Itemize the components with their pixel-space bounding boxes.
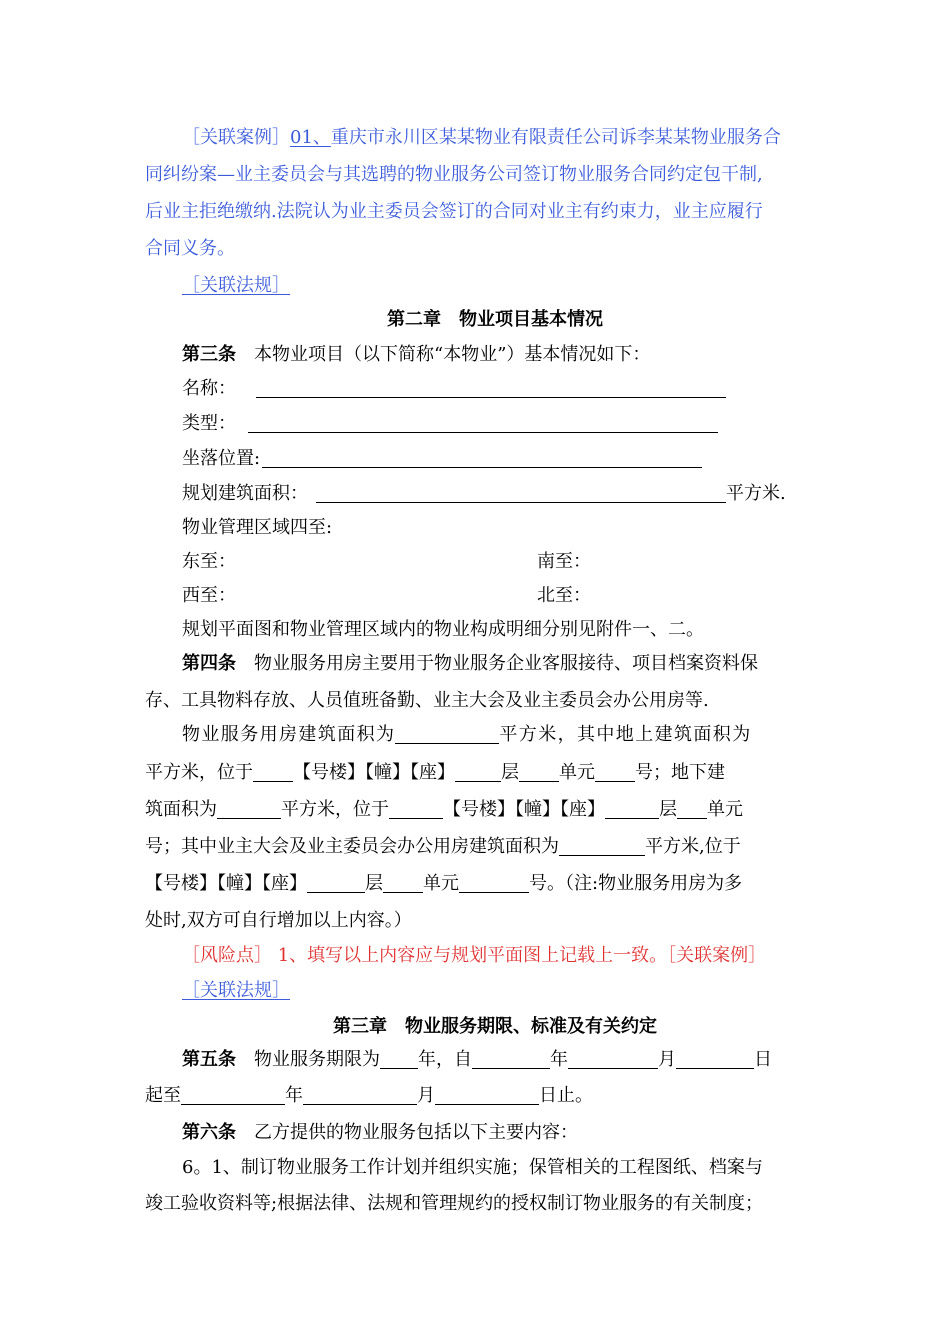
underground-floor-blank[interactable] [605, 800, 659, 819]
type-blank[interactable] [248, 414, 718, 433]
north-label: 北至： [537, 585, 591, 606]
underground-area-blank[interactable] [217, 800, 281, 819]
risk-related-law-link[interactable]: ［关联法规］ [182, 980, 290, 1001]
service-room-area-text: 物业服务用房建筑面积为 [182, 724, 396, 745]
start-year-blank[interactable] [472, 1050, 550, 1069]
article-5-line-2 [145, 1083, 593, 1109]
name-label: 名称： [182, 378, 236, 399]
end-year-blank[interactable] [181, 1086, 285, 1105]
case-line-3: 后业主拒绝缴纳.法院认为业主委员会签订的合同对业主有约束力，业主应履行 [145, 201, 763, 222]
floor-label: 层 [501, 762, 519, 783]
owners-office-unit-blank[interactable] [383, 874, 423, 893]
planned-area-label: 规划建筑面积： [182, 483, 308, 504]
start-month-blank[interactable] [568, 1050, 658, 1069]
article-4-label: 第四条 [182, 653, 236, 674]
owners-office-floor-blank[interactable] [307, 874, 365, 893]
start-day-blank[interactable] [676, 1050, 754, 1069]
planned-area-unit: 平方米. [726, 483, 786, 504]
item-6-1-line-1: 6。1、制订物业服务工作计划并组织实施；保管相关的工程图纸、档案与 [182, 1157, 763, 1178]
location-label: 坐落位置: [182, 448, 261, 469]
case-link-number[interactable]: 01、 [290, 127, 331, 148]
service-room-line-2 [145, 760, 725, 786]
article-5-line-1 [182, 1047, 772, 1073]
location-blank[interactable] [262, 449, 702, 468]
start-month-label: 月 [658, 1049, 676, 1070]
article-4-text: 物业服务用房主要用于物业服务企业客服接待、项目档案资料保 [254, 653, 758, 674]
underground-floor-label: 层 [659, 799, 677, 820]
article-3-intro [182, 342, 650, 368]
plan-attachment-text: 规划平面图和物业管理区域内的物业构成明细分别见附件一、二。 [182, 619, 704, 640]
owners-office-area-blank[interactable] [559, 837, 645, 856]
floor-blank[interactable] [455, 763, 501, 782]
service-room-line-6: 处时,双方可自行增加以上内容。） [145, 910, 412, 931]
unit-blank[interactable] [519, 763, 559, 782]
article-4-line-2: 存、工具物料存放、人员值班备勤、业主大会及业主委员会办公用房等. [145, 690, 709, 711]
underground-building-options: 【号楼】【幢】【座】 [443, 799, 605, 820]
room-no-blank[interactable] [595, 763, 635, 782]
end-month-blank[interactable] [303, 1086, 417, 1105]
end-month-label: 月 [417, 1085, 435, 1106]
end-day-label: 日止。 [539, 1085, 593, 1106]
underground-unit-blank[interactable] [677, 800, 707, 819]
article-6-text: 乙方提供的物业服务包括以下主要内容： [254, 1122, 578, 1143]
chapter-2-heading: 第二章 物业项目基本情况 [387, 309, 603, 330]
west-label: 西至： [182, 585, 236, 606]
term-text: 物业服务期限为 [254, 1049, 380, 1070]
start-day-label: 日 [754, 1049, 772, 1070]
end-day-blank[interactable] [435, 1086, 539, 1105]
service-room-line-5 [145, 871, 742, 897]
building-type-options: 【号楼】【幢】【座】 [293, 762, 455, 783]
risk-point-text: ［风险点］ 1、填写以上内容应与规划平面图上记载上一致。［关联案例］ [182, 945, 767, 966]
type-row [182, 411, 718, 437]
article-5-label: 第五条 [182, 1049, 236, 1070]
underground-location-text: 平方米，位于 [281, 799, 389, 820]
service-room-line-3 [145, 797, 743, 823]
related-law-link[interactable]: ［关联法规］ [182, 275, 290, 296]
risk-point-line [182, 943, 766, 969]
note-start-text: 号。（注:物业服务用房为多 [529, 873, 743, 894]
start-year-label: 年 [550, 1049, 568, 1070]
term-until-text: 起至 [145, 1085, 181, 1106]
east-label: 东至： [182, 551, 236, 572]
owners-office-floor-label: 层 [365, 873, 383, 894]
service-room-line-4 [145, 834, 741, 860]
building-no-blank[interactable] [253, 763, 293, 782]
owners-office-location-text: 平方米,位于 [645, 836, 741, 857]
underground-area-text: 筑面积为 [145, 799, 217, 820]
case-title-part-1: 重庆市永川区某某物业有限责任公司诉李某某物业服务合 [330, 127, 781, 148]
article-6-label: 第六条 [182, 1122, 236, 1143]
owners-office-building-options: 【号楼】【幢】【座】 [145, 873, 307, 894]
underground-building-blank[interactable] [389, 800, 443, 819]
location-row [182, 446, 702, 472]
boundary-label: 物业管理区域四至: [182, 517, 333, 538]
article-3-text: 本物业项目（以下简称“本物业”）基本情况如下： [254, 344, 651, 365]
end-year-label: 年 [285, 1085, 303, 1106]
above-ground-area-text: 平方米，其中地上建筑面积为 [499, 724, 752, 745]
planned-area-row [182, 481, 786, 507]
term-years-blank[interactable] [380, 1050, 418, 1069]
unit-label: 单元 [559, 762, 595, 783]
planned-area-blank[interactable] [316, 484, 726, 503]
service-room-line-1 [182, 722, 752, 748]
above-ground-location-text: 平方米，位于 [145, 762, 253, 783]
underground-start-text: 号；地下建 [635, 762, 725, 783]
underground-unit-label: 单元 [707, 799, 743, 820]
article-4-line-1 [182, 651, 758, 677]
term-from-text: 年，自 [418, 1049, 472, 1070]
article-3-label: 第三条 [182, 344, 236, 365]
type-label: 类型： [182, 413, 236, 434]
owners-office-area-text: 号；其中业主大会及业主委员会办公用房建筑面积为 [145, 836, 559, 857]
owners-office-unit-label: 单元 [423, 873, 459, 894]
case-line-2: 同纠纷案—业主委员会与其选聘的物业服务公司签订物业服务合同约定包干制, [145, 164, 763, 185]
owners-office-room-blank[interactable] [459, 874, 529, 893]
name-row [182, 376, 726, 402]
case-line-1 [182, 125, 781, 151]
related-case-tag[interactable]: ［关联案例］ [182, 127, 290, 148]
case-line-4: 合同义务。 [145, 238, 235, 259]
chapter-3-heading: 第三章 物业服务期限、标准及有关约定 [333, 1016, 657, 1037]
south-label: 南至： [537, 551, 591, 572]
service-room-area-blank[interactable] [395, 725, 499, 744]
item-6-1-line-2: 竣工验收资料等;根据法律、法规和管理规约的授权制订物业服务的有关制度； [145, 1193, 764, 1214]
name-blank[interactable] [256, 379, 726, 398]
article-6-intro [182, 1120, 578, 1146]
